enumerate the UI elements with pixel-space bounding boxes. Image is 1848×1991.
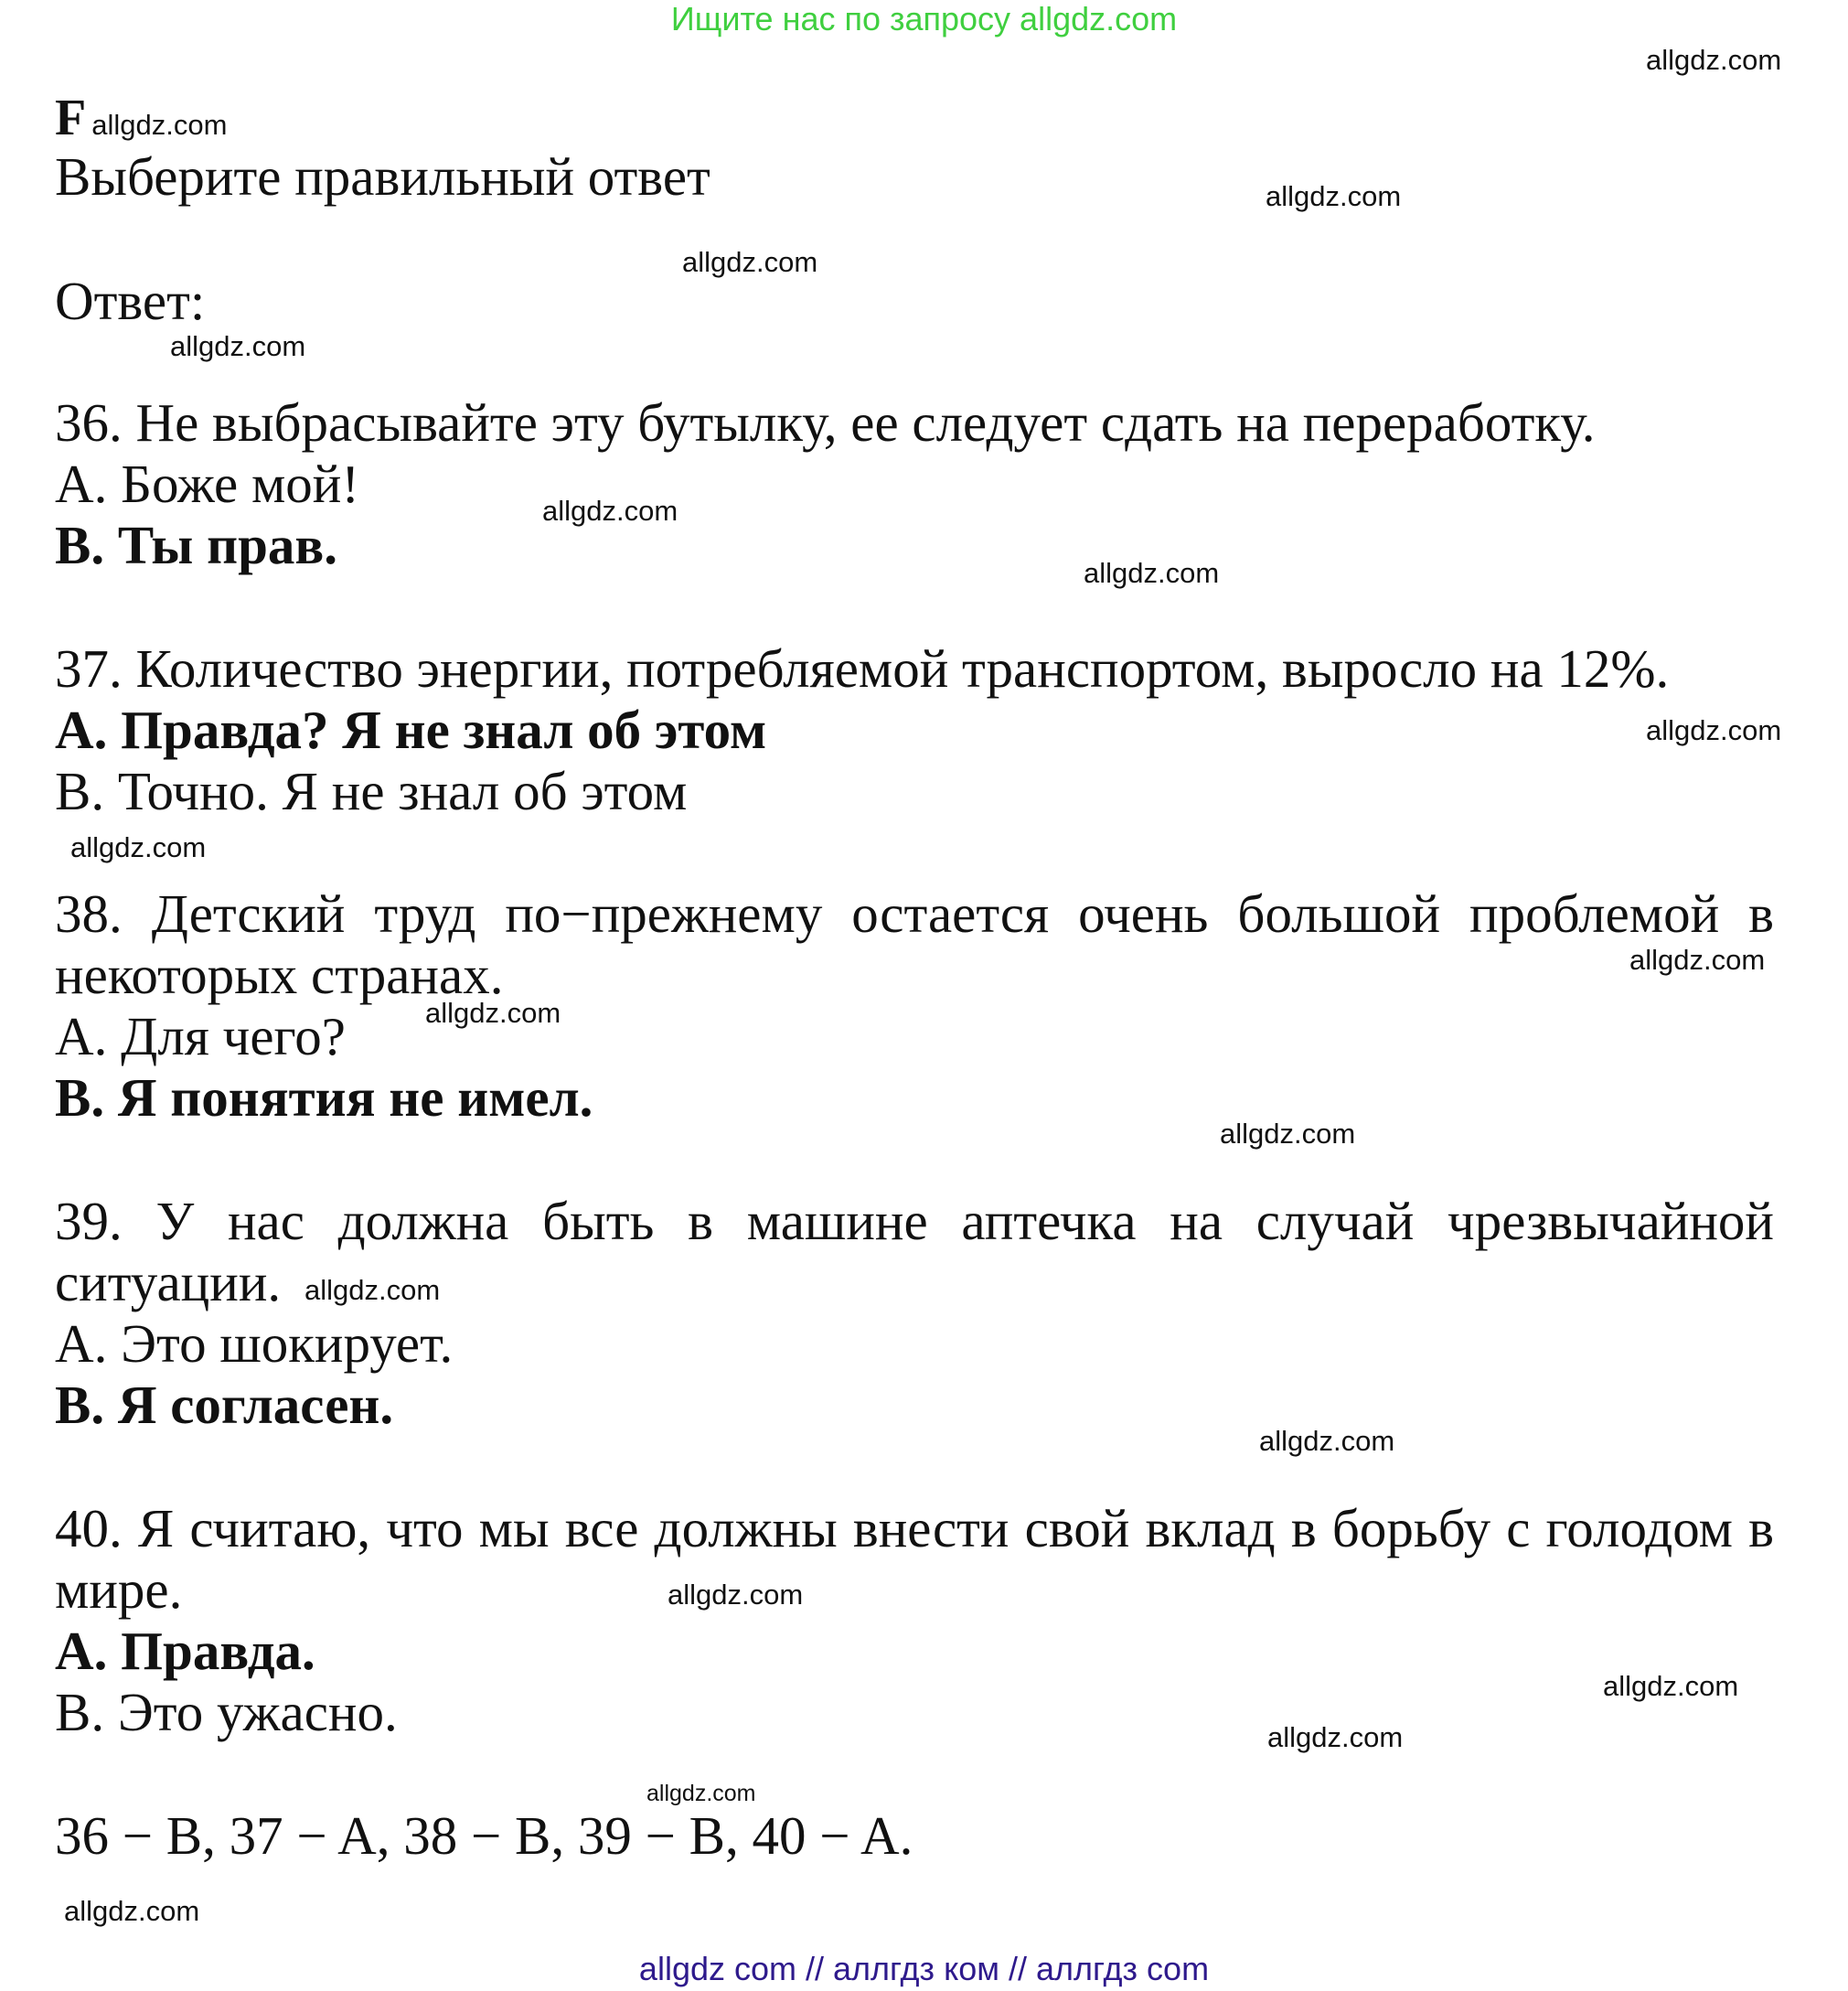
- watermark: allgdz.com: [1266, 180, 1402, 212]
- watermark: allgdz.com: [1646, 44, 1782, 76]
- instruction: Выберите правильный ответ: [55, 146, 710, 207]
- watermark: allgdz.com: [1259, 1425, 1395, 1457]
- question-36-option-b-correct: B. Ты прав.: [55, 515, 338, 575]
- watermark: allgdz.com: [170, 330, 306, 362]
- question-38-text: 38. Детский труд по−прежнему остается очень большой проблемой в некоторых странах.: [55, 883, 1774, 1005]
- watermark: allgdz.com: [668, 1579, 804, 1611]
- watermark: allgdz.com: [1084, 557, 1220, 589]
- section-header: [55, 89, 227, 147]
- top-search-banner[interactable]: Ищите нас по запросу allgdz.com: [670, 0, 1178, 37]
- watermark: allgdz.com: [425, 997, 561, 1029]
- watermark: allgdz.com: [70, 831, 207, 863]
- question-38-option-a: A. Для чего?: [55, 1006, 346, 1066]
- question-37-option-a-correct: A. Правда? Я не знал об этом: [55, 700, 767, 760]
- answer-label: Ответ:: [55, 271, 206, 331]
- question-39-option-a: A. Это шокирует.: [55, 1313, 454, 1374]
- bottom-site-banner[interactable]: allgdz com // аллгдз ком // аллгдз com: [638, 1950, 1210, 1987]
- watermark: allgdz.com: [542, 495, 678, 527]
- question-39-option-b-correct: B. Я согласен.: [55, 1375, 394, 1435]
- watermark: allgdz.com: [1646, 714, 1782, 746]
- watermark: allgdz.com: [64, 1895, 200, 1927]
- watermark: allgdz.com: [646, 1781, 756, 1806]
- watermark: allgdz.com: [1629, 944, 1766, 976]
- question-40-option-b: B. Это ужасно.: [55, 1682, 398, 1742]
- question-36-text: 36. Не выбрасывайте эту бутылку, ее следует сдать на переработку.: [55, 392, 1596, 453]
- question-40-text: 40. Я считаю, что мы все должны внести свой вклад в борьбу с голодом в мире.: [55, 1498, 1774, 1620]
- watermark: allgdz.com: [1220, 1118, 1356, 1150]
- question-36-option-a: A. Боже мой!: [55, 454, 359, 514]
- section-letter: F: [55, 90, 87, 146]
- watermark: allgdz.com: [304, 1274, 441, 1306]
- question-39-text: 39. У нас должна быть в машине аптечка на случай чрезвычайной ситуации.: [55, 1191, 1774, 1312]
- watermark: allgdz.com: [1603, 1670, 1739, 1702]
- watermark: allgdz.com: [682, 246, 818, 278]
- question-37-option-b: B. Точно. Я не знал об этом: [55, 761, 688, 821]
- answer-summary: 36 − B, 37 − A, 38 − B, 39 − B, 40 − A.: [55, 1805, 913, 1866]
- question-38-option-b-correct: B. Я понятия не имел.: [55, 1067, 593, 1128]
- question-40-option-a-correct: A. Правда.: [55, 1621, 315, 1681]
- question-37-text: 37. Количество энергии, потребляемой транспортом, выросло на 12%.: [55, 638, 1670, 699]
- watermark-inline: allgdz.com: [91, 109, 228, 141]
- watermark: allgdz.com: [1267, 1721, 1404, 1753]
